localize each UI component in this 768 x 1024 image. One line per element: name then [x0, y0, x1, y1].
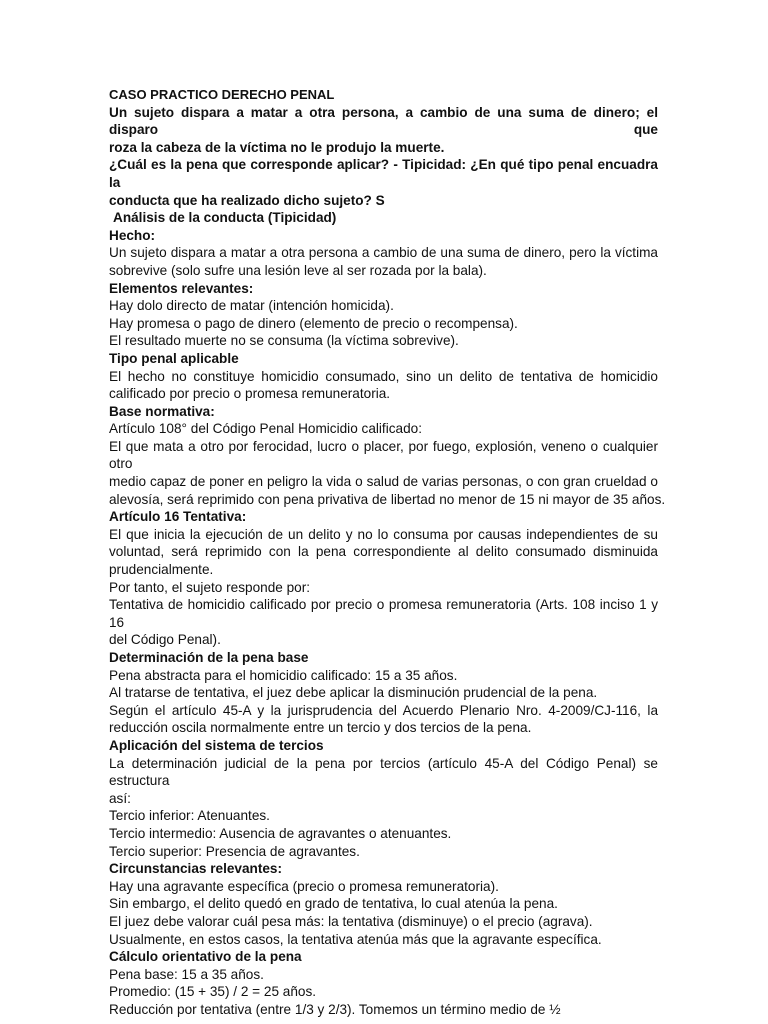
text-line: alevosía, será reprimido con pena privativa de libertad no menor de 15 ni mayor de 35 años. — [109, 491, 666, 507]
section-heading-line: Aplicación del sistema de tercios — [109, 737, 324, 753]
text-line: del Código Penal). — [109, 632, 221, 648]
text-line: El que inicia la ejecución de un delito y no lo consuma por causas independientes de su — [109, 526, 658, 542]
text-line: Por tanto, el sujeto responde por: — [109, 579, 311, 595]
section-heading-line: Artículo 16 Tentativa: — [109, 509, 247, 525]
text-line: El juez debe valorar cuál pesa más: la tentativa (disminuye) o el precio (agrava). — [109, 913, 593, 929]
text-line: Hay una agravante específica (precio o promesa remuneratoria). — [109, 878, 499, 894]
text-line: Tercio inferior: Atenuantes. — [109, 808, 270, 824]
section-heading-line: Circunstancias relevantes: — [109, 861, 283, 877]
text-line: Reducción por tentativa (entre 1/3 y 2/3). Tomemos un término medio de ½ — [109, 1001, 561, 1017]
text-line: Pena abstracta para el homicidio calificado: 15 a 35 años. — [109, 667, 458, 683]
section-heading-line: Base normativa: — [109, 403, 215, 419]
section-heading-line: Cálculo orientativo de la pena — [109, 949, 302, 965]
text-line: voluntad, será reprimido con la pena correspondiente al delito consumado disminuida — [109, 544, 658, 560]
text-line: El que mata a otro por ferocidad, lucro o placer, por fuego, explosión, veneno o cualquier otro — [109, 438, 658, 472]
section-heading-line: Análisis de la conducta (Tipicidad) — [113, 210, 337, 226]
text-line: Según el artículo 45-A y la jurisprudencia del Acuerdo Plenario Nro. 4-2009/CJ-116, la — [109, 702, 658, 718]
text-line: Usualmente, en estos casos, la tentativa atenúa más que la agravante específica. — [109, 931, 602, 947]
section-heading-line: Elementos relevantes: — [109, 280, 254, 296]
text-line: prudencialmente. — [109, 562, 214, 578]
text-line: Sin embargo, el delito quedó en grado de tentativa, lo cual atenúa la pena. — [109, 896, 558, 912]
text-line: reducción oscila normalmente entre un tercio y dos tercios de la pena. — [109, 720, 532, 736]
text-line: Tercio intermedio: Ausencia de agravantes o atenuantes. — [109, 825, 452, 841]
text-line: Tercio superior: Presencia de agravantes. — [109, 843, 360, 859]
document-body — [109, 104, 666, 1019]
document-title: CASO PRACTICO DERECHO PENAL — [109, 87, 335, 102]
text-line: medio capaz de poner en peligro la vida o salud de varias personas, o con gran crueldad o — [109, 474, 658, 490]
text-line: Tentativa de homicidio calificado por precio o promesa remuneratoria (Arts. 108 inciso 1 y 16 — [109, 597, 658, 630]
section-heading-line: roza la cabeza de la víctima no le produjo la muerte. — [109, 139, 445, 155]
section-heading-line: Un sujeto dispara a matar a otra persona, a cambio de una suma de dinero; el disparo que — [109, 104, 658, 138]
text-line: así: — [109, 790, 131, 806]
section-heading-line: ¿Cuál es la pena que corresponde aplicar? - Tipicidad: ¿En qué tipo penal encuadra la — [109, 157, 658, 190]
text-line: El hecho no constituye homicidio consumado, sino un delito de tentativa de homicidio — [109, 368, 658, 384]
text-line: sobrevive (solo sufre una lesión leve al ser rozada por la bala). — [109, 262, 487, 278]
section-heading-line: Determinación de la pena base — [109, 650, 309, 665]
text-line: Un sujeto dispara a matar a otra persona a cambio de una suma de dinero, pero la víctima — [109, 245, 658, 261]
document-page — [109, 86, 666, 1018]
text-line: Al tratarse de tentativa, el juez debe aplicar la disminución prudencial de la pena. — [109, 685, 598, 701]
section-heading-line: Tipo penal aplicable — [109, 350, 239, 366]
text-line: La determinación judicial de la pena por tercios (artículo 45-A del Código Penal) se estructura — [109, 755, 658, 789]
text-line: Promedio: (15 + 35) / 2 = 25 años. — [109, 984, 317, 1000]
text-line: El resultado muerte no se consuma (la víctima sobrevive). — [109, 333, 459, 349]
text-line: calificado por precio o promesa remuneratoria. — [109, 386, 391, 402]
text-line: Hay promesa o pago de dinero (elemento de precio o recompensa). — [109, 315, 518, 331]
section-heading-line: conducta que ha realizado dicho sujeto? S — [109, 192, 385, 208]
text-line: Artículo 108° del Código Penal Homicidio calificado: — [109, 421, 422, 437]
section-heading-line: Hecho: — [109, 227, 156, 243]
text-line: Pena base: 15 a 35 años. — [109, 966, 264, 982]
text-line: Hay dolo directo de matar (intención homicida). — [109, 298, 394, 314]
